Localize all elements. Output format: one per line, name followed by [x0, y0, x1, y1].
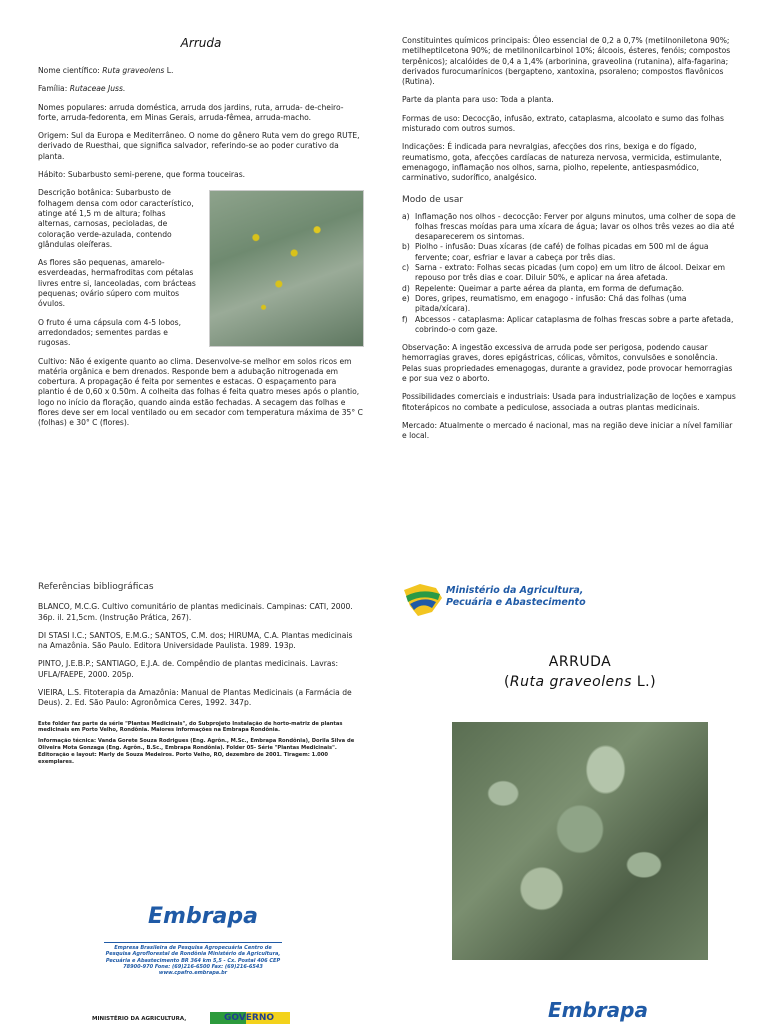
item-text: Sarna - extrato: Folhas secas picadas (um copo) em um litro de álcool. Deixar em repouso por três dias e coar. Diluir 50%, e aplicar na área afetada.: [415, 263, 726, 283]
item-label: d): [402, 283, 410, 293]
ministry-line2: Pecuária e Abastecimento: [446, 597, 586, 608]
item-text: Abcessos - cataplasma: Aplicar cataplasma de folhas frescas sobre a parte afetada, cobrindo-o com gaze.: [415, 314, 734, 334]
family-line: [38, 84, 364, 94]
credits-series: Este folder faz parte da série "Plantas Medicinais", do Subprojeto Instalação de horto-matriz de plantas medicinais em Porto Velho, Rondônia. Maiores informações na Embrapa Rondônia.: [38, 720, 343, 734]
botanical-description: Descrição botânica: Subarbusto de folhagem densa com odor característico, atinge até 1,5 m de altura; folhas alternas, carnosas, pecioladas, de coloração verde-azulada, contendo glândulas oleíferas.: [38, 188, 194, 249]
list-item: [402, 212, 736, 243]
ministry-line1: Ministério da Agricultura,: [446, 585, 584, 596]
family-label: Família:: [38, 84, 70, 94]
paren-open: (: [503, 674, 510, 690]
fruit-description: O fruto é uma cápsula com 4-5 lobos, arredondados; sementes pardas e rugosas.: [38, 317, 182, 348]
ministry-text: [446, 585, 586, 609]
list-item: [402, 263, 736, 284]
modo-title: Modo de usar: [402, 194, 464, 205]
item-text: Piolho - infusão: Duas xícaras (de café) de folhas picadas em 500 ml de água fervente; coar, esfriar e lavar a cabeça por três dias.: [415, 242, 709, 262]
cover-sci-name: Ruta graveolens: [509, 674, 632, 690]
cover-sci-close: L.): [631, 674, 657, 690]
brazil-map-icon: [402, 582, 444, 618]
ministry-logo: [402, 580, 602, 620]
cultivation: Cultivo: Não é exigente quanto ao clima. Desenvolve-se melhor em solos ricos em matéria orgânica e bem drenados. Responde bem a adubação nitrogenada em cobertura. A propagação é feita por sementes e estacas. O espaçamento para plantio é de 0,60 x 0.50m. A colheita das folhas é feita quatro meses após o plantio, logo no início da floração, quando ainda estão fechadas. A secagem das folhas e flores deve ser em local ventilado ou em secador com temperatura máxima de 35° C (folhas) e 30° C (flores).: [38, 356, 363, 428]
scientific-author: L.: [164, 66, 174, 75]
cover-embrapa-logo: Embrapa: [548, 998, 648, 1022]
page-title: Arruda: [180, 36, 222, 50]
right-column: [402, 36, 736, 450]
cover-title: [452, 652, 708, 692]
embrapa-logo: Embrapa: [148, 904, 258, 929]
reference-item: VIEIRA, L.S. Fitoterapia da Amazônia: Manual de Plantas Medicinais (a Farmácia de Deus). 2. Ed. São Paulo: Agronômica Ceres, 1992. 347p.: [38, 688, 352, 708]
cover-title-main: ARRUDA: [548, 654, 612, 670]
modo-list: [402, 212, 736, 336]
commercial: Possibilidades comerciais e industriais: Usada para industrialização de loções e xampus fitoterápicos no combate a pediculose, associada a outras plantas medicinais.: [402, 392, 736, 412]
part-used: Parte da planta para uso: Toda a planta.: [402, 95, 554, 105]
family-name: Rutaceae Juss.: [69, 84, 126, 94]
cover-plant-photo: [452, 722, 708, 960]
origin: Origem: Sul da Europa e Mediterrâneo. O nome do gênero Ruta vem do grego RUTE, derivado de Ruesthai, que significa salvador, referindo-se ao poder curativo da planta.: [38, 131, 360, 161]
item-label: f): [402, 314, 408, 324]
gov-ministry: MINISTÉRIO DA AGRICULTURA,: [92, 1016, 187, 1022]
flowers-description: As flores são pequenas, amarelo-esverdeadas, hermafroditas com pétalas livres entre si, lanceoladas, com brácteas pequenas; ovário súpero com muitos óvulos.: [38, 258, 196, 309]
habit: Hábito: Subarbusto semi-perene, que forma touceiras.: [38, 170, 246, 180]
list-item: [402, 284, 736, 294]
left-column: [38, 36, 364, 437]
reference-item: BLANCO, M.C.G. Cultivo comunitário de plantas medicinais. Campinas: CATI, 2000. 36p. il. 21,5cm. (Instrução Prática, 267).: [38, 602, 353, 622]
gov-flag-logo: [210, 1012, 290, 1024]
credits-technical: Informação técnica: Vanda Gorete Souza Rodrigues (Eng. Agrôn., M.Sc., Embrapa Rondônia), Dorila Silva de Oliveira Mota Gonzaga (Eng. Agrôn., B.Sc., Embrapa Rondônia). Folder 05- Série "Plantas Medicinais". Editoração e layout: Marly de Souza Medeiros. Porto Velho, RO, dezembro de 2001. Tiragem: 1.000 exemplares.: [38, 738, 355, 765]
botanical-block: [38, 188, 364, 356]
scientific-label: Nome científico:: [38, 66, 103, 75]
item-label: c): [402, 263, 410, 273]
credits: [38, 721, 364, 766]
flower-photo: [209, 190, 364, 347]
item-label: a): [402, 211, 410, 221]
popular-names: Nomes populares: arruda doméstica, arruda dos jardins, ruta, arruda- de-cheiro-forte, arruda-fedorenta, em Minas Gerais, arruda-fêmea, arruda-macho.: [38, 102, 344, 122]
scientific-name: Ruta graveolens: [102, 66, 165, 75]
market: Mercado: Atualmente o mercado é nacional, mas na região deve iniciar a nível familiar e local.: [402, 420, 733, 441]
reference-item: PINTO, J.E.B.P.; SANTIAGO, E.J.A. de. Compêndio de plantas medicinais. Lavras: UFLA/FAEPE, 2000. 205p.: [38, 659, 339, 679]
constituents: Constituintes químicos principais: Óleo essencial de 0,2 a 0,7% (metilnoniletona 90%; metilheptilcetona 90%; de metilnonilcarbinol 10%; álcoois, ésteres, fenóis; compostos terpênicos); alcalóides de 0,4 a 1,4% (arborinina, graveolina (rutanina), alfa-fagarina; derivados furocumarínicos (bergapteno, xantoxina, psoraleno; compostos flavônicos (Rutina).: [402, 36, 731, 87]
item-label: e): [402, 293, 410, 303]
observation: Observação: A ingestão excessiva de arruda pode ser perigosa, podendo causar hemorragias graves, dores epigástricas, cólicas, vômitos, convulsões e sonolência. Pelas suas propriedades emenagogas, durante a gravidez, pode provocar hemorragias e por sua vez o aborto.: [402, 343, 733, 384]
references-title: Referências bibliográficas: [38, 582, 154, 592]
forms-of-use: Formas de uso: Decocção, infusão, extrato, cataplasma, alcoolato e sumo das folhas misturado com outros sumos.: [402, 113, 724, 134]
list-item: [402, 315, 736, 336]
embrapa-tagline: Empresa Brasileira de Pesquisa Agropecuária Centro de Pesquisa Agroflorestal de Rondônia Ministério da Agricultura, Pecuária e Abastecimento BR 364 km 5,5 - Cx. Postal 406 CEP 78900-970 Fone: (69)216-6500 Fax: (69)216-6543 www.cpafro.embrapa.br: [104, 942, 282, 976]
scientific-name-line: [38, 66, 364, 76]
cover-scientific: [452, 672, 708, 692]
list-item: [402, 294, 736, 315]
botanical-text: [38, 188, 199, 356]
item-text: Inflamação nos olhos - decocção: Ferver por alguns minutos, uma colher de sopa de folhas frescas moídas para uma xícara de água; lavar os olhos três vezes ao dia até desaparecerem os sintomas.: [415, 211, 736, 242]
list-item: [402, 242, 736, 263]
item-label: b): [402, 242, 410, 252]
gov-flag-text: GOVERNO: [224, 1013, 275, 1023]
indications: Indicações: É indicada para nevralgias, afecções dos rins, bexiga e do fígado, reumatismo, gota, afecções cardíacas de natureza nervosa, vermicida, estimulante, emenagogo, inflamação nos olhos, sarna, piolho, repelente, antiespasmódico, carminativo, sudorífico, analgésico.: [402, 142, 722, 183]
item-text: Dores, gripes, reumatismo, em enagogo - infusão: Chá das folhas (uma pitada/xícara).: [415, 293, 687, 314]
item-text: Repelente: Queimar a parte aérea da planta, em forma de defumação.: [415, 283, 684, 293]
reference-item: DI STASI I.C.; SANTOS, E.M.G.; SANTOS, C.M. dos; HIRUMA, C.A. Plantas medicinais na Amazônia. São Paulo. Editora Universidade Paulista. 1989. 193p.: [38, 630, 353, 651]
references-section: [38, 582, 364, 769]
